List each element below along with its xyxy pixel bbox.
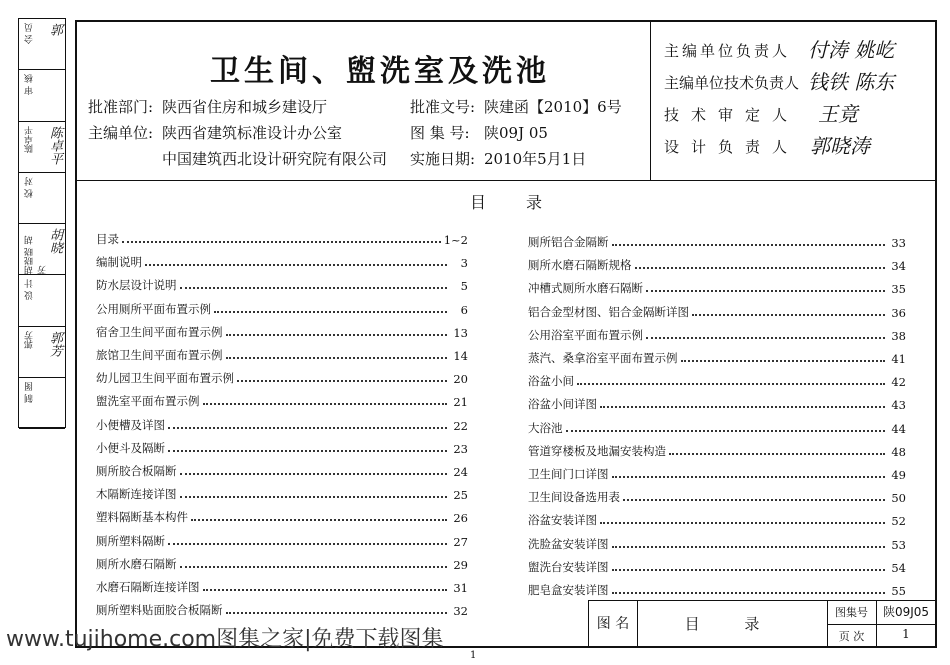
- toc-entry-page: 33: [891, 236, 906, 250]
- toc-entry[interactable]: [528, 278, 906, 296]
- toc-entry-page: 52: [891, 514, 906, 529]
- toc-entry-label: 浴盆安装详图: [528, 513, 597, 528]
- toc-entry[interactable]: [96, 484, 468, 502]
- toc-entry-label: 冲槽式厕所水磨石隔断: [528, 281, 643, 296]
- toc-entry-label: 管道穿楼板及地漏安装构造: [528, 443, 666, 458]
- editor-unit-2: 中国建筑西北设计研究院有限公司: [162, 150, 388, 168]
- toc-entry[interactable]: [528, 255, 906, 273]
- toc-entry-label: 卫生间门口详图: [528, 467, 609, 481]
- toc-entry[interactable]: [528, 557, 906, 575]
- drawing-name: 目 录: [684, 615, 780, 633]
- signature: 钱铁 陈东: [808, 70, 895, 94]
- toc-entry-page: 5: [460, 279, 468, 294]
- toc-entry-page: 22: [453, 418, 468, 433]
- toc-entry-page: 1~2: [443, 233, 468, 247]
- toc-entry-label: 小便槽及详图: [96, 417, 165, 432]
- toc-entry[interactable]: [96, 299, 468, 317]
- strip-row: [19, 70, 65, 121]
- toc-entry-page: 26: [453, 511, 468, 526]
- toc-entry-label: 厕所水磨石隔断: [96, 556, 177, 571]
- toc-leader-dots: [180, 473, 448, 475]
- toc-entry-page: 24: [453, 465, 468, 479]
- toc-entry-page: 41: [891, 352, 906, 366]
- toc-leader-dots: [226, 334, 448, 336]
- toc-entry[interactable]: [528, 232, 906, 250]
- toc-leader-dots: [681, 360, 886, 362]
- toc-entry-label: 目录: [96, 232, 119, 246]
- footer-page: 1: [470, 650, 477, 661]
- toc-entry-page: 36: [891, 305, 906, 320]
- toc-entry-label: 浴盆小间: [528, 374, 574, 389]
- toc-leader-dots: [612, 592, 886, 594]
- toc-leader-dots: [203, 589, 448, 591]
- toc-entry-label: 厕所水磨石隔断规格: [528, 258, 632, 273]
- atlas-no-label: 图 集 号:: [410, 124, 470, 142]
- title-block: [588, 600, 937, 648]
- toc-entry-label: 编制说明: [96, 255, 142, 270]
- strip-signature: 郭: [47, 23, 62, 36]
- page-title: 卫生间、盥洗室及洗池: [210, 54, 550, 89]
- toc-entry-page: 35: [891, 282, 906, 297]
- strip-signature: 陈卓平: [47, 125, 62, 165]
- toc-leader-dots: [145, 264, 447, 266]
- toc-entry-page: 20: [453, 372, 468, 387]
- strip-label: 审 核: [25, 74, 35, 96]
- approval-dept: 陕西省住房和城乡建设厅: [162, 98, 328, 116]
- toc-entry-page: 23: [453, 441, 468, 456]
- toc-entry[interactable]: [96, 391, 468, 409]
- atlas-no-label: 图集号: [835, 606, 868, 619]
- toc-entry-page: 31: [453, 581, 468, 595]
- toc-entry-label: 公用厕所平面布置示例: [96, 301, 211, 316]
- toc-entry[interactable]: [528, 487, 906, 505]
- toc-entry[interactable]: [96, 507, 468, 525]
- toc-entry-label: 厕所塑料贴面胶合板隔断: [96, 603, 223, 618]
- strip-signature: 胡晓: [47, 228, 62, 254]
- toc-entry-page: 13: [453, 325, 468, 340]
- toc-entry[interactable]: [96, 415, 468, 433]
- header-separator: [75, 180, 937, 181]
- toc-entry[interactable]: [96, 322, 468, 340]
- toc-entry[interactable]: [528, 580, 906, 598]
- signature: 付涛 姚屹: [808, 38, 895, 62]
- toc-entry-page: 21: [453, 395, 468, 410]
- toc-entry[interactable]: [96, 461, 468, 479]
- toc-entry[interactable]: [528, 348, 906, 366]
- toc-leader-dots: [646, 290, 885, 292]
- toc-entry-label: 盥洗台安装详图: [528, 559, 609, 574]
- toc-leader-dots: [612, 476, 886, 478]
- signature-strip: [18, 18, 66, 428]
- toc-entry-page: 44: [891, 421, 906, 436]
- toc-entry-page: 55: [891, 584, 906, 598]
- toc-entry-page: 27: [453, 534, 468, 549]
- toc-entry[interactable]: [96, 345, 468, 363]
- toc-entry-label: 铝合金型材图、铝合金隔断详图: [528, 304, 689, 319]
- strip-label: 校 对: [25, 176, 35, 198]
- toc-entry[interactable]: [528, 325, 906, 343]
- toc-leader-dots: [226, 357, 448, 359]
- strip-label: 陈卓平: [25, 125, 35, 153]
- toc-title: 目录: [470, 193, 583, 212]
- toc-entry[interactable]: [528, 418, 906, 436]
- toc-entry-label: 公用浴室平面布置示例: [528, 327, 643, 342]
- strip-label: 设 计: [25, 279, 35, 301]
- toc-leader-dots: [600, 522, 885, 524]
- toc-entry-page: 32: [453, 604, 468, 619]
- toc-entry-label: 厕所塑料隔断: [96, 533, 165, 548]
- toc-leader-dots: [168, 427, 447, 429]
- page-number: 1: [902, 627, 910, 641]
- toc-entry-page: 25: [453, 488, 468, 503]
- toc-leader-dots: [646, 337, 885, 339]
- strip-row: [19, 224, 65, 275]
- toc-entry[interactable]: [96, 275, 468, 293]
- toc-leader-dots: [566, 430, 886, 432]
- toc-leader-dots: [669, 453, 885, 455]
- toc-entry-label: 浴盆小间详图: [528, 397, 597, 412]
- toc-leader-dots: [203, 403, 448, 405]
- toc-entry-page: 49: [891, 468, 906, 482]
- toc-entry-page: 53: [891, 537, 906, 552]
- atlas-no: 陕09J05: [882, 605, 930, 619]
- resp-role-4: 设计负责人: [664, 138, 800, 156]
- toc-entry-label: 防水层设计说明: [96, 278, 177, 293]
- strip-row: [19, 275, 65, 326]
- toc-entry[interactable]: [96, 577, 468, 595]
- editor-label: 主编单位:: [88, 124, 154, 142]
- toc-entry[interactable]: [528, 510, 906, 528]
- toc-leader-dots: [237, 380, 447, 382]
- impl-date: 2010年5月1日: [484, 150, 587, 168]
- header-divider: [650, 20, 651, 180]
- approval-dept-label: 批准部门:: [88, 98, 154, 116]
- toc-entry-label: 盥洗室平面布置示例: [96, 394, 200, 409]
- strip-row: [19, 19, 65, 70]
- toc-leader-dots: [168, 450, 447, 452]
- page-label: 页 次: [838, 630, 865, 643]
- toc-entry-page: 29: [453, 557, 468, 572]
- toc-leader-dots: [612, 546, 886, 548]
- drawing-name-label: 图 名: [596, 616, 630, 632]
- toc-entry-page: 54: [891, 560, 906, 575]
- toc-entry-label: 塑料隔断基本构件: [96, 510, 188, 525]
- toc-leader-dots: [623, 499, 885, 501]
- toc-entry[interactable]: [96, 438, 468, 456]
- approval-no: 陕建函【2010】6号: [484, 98, 622, 116]
- toc-leader-dots: [122, 241, 441, 243]
- toc-leader-dots: [692, 314, 885, 316]
- strip-label: 郭芳: [25, 330, 35, 349]
- toc-entry[interactable]: [96, 229, 468, 247]
- toc-entry-label: 宿舍卫生间平面布置示例: [96, 324, 223, 339]
- strip-signature: 郭芳: [47, 330, 62, 357]
- toc-entry-page: 38: [891, 328, 906, 343]
- strip-row: [19, 378, 65, 429]
- toc-entry[interactable]: [96, 554, 468, 572]
- watermark: www.tujihome.com图集之家|免费下载图集: [6, 627, 444, 652]
- signature: 王竟: [818, 102, 858, 126]
- toc-entry[interactable]: [528, 394, 906, 412]
- toc-entry[interactable]: [96, 531, 468, 549]
- toc-leader-dots: [635, 267, 886, 269]
- toc-leader-dots: [612, 569, 886, 571]
- toc-leader-dots: [180, 496, 448, 498]
- toc-entry[interactable]: [96, 368, 468, 386]
- atlas-no: 陕09J 05: [484, 124, 548, 142]
- toc-entry-label: 肥皂盒安装详图: [528, 583, 609, 597]
- toc-entry-page: 50: [891, 491, 906, 506]
- editor-unit: 陕西省建筑标准设计办公室: [162, 124, 343, 142]
- toc-entry-label: 蒸汽、桑拿浴室平面布置示例: [528, 351, 678, 365]
- toc-leader-dots: [168, 543, 447, 545]
- toc-leader-dots: [226, 612, 448, 614]
- resp-role-1: 主编单位负责人: [664, 42, 791, 60]
- toc-leader-dots: [612, 244, 886, 246]
- toc-entry-page: 6: [460, 302, 468, 317]
- toc-entry-label: 洗脸盆安装详图: [528, 536, 609, 551]
- toc-entry-page: 48: [891, 444, 906, 459]
- toc-leader-dots: [180, 566, 448, 568]
- toc-entry-page: 14: [453, 349, 468, 363]
- toc-entry[interactable]: [96, 252, 468, 270]
- strip-row: [19, 327, 65, 378]
- toc-entry-label: 厕所铝合金隔断: [528, 235, 609, 249]
- toc-entry[interactable]: [528, 371, 906, 389]
- strip-label: 制 图: [25, 381, 35, 403]
- toc-entry[interactable]: [528, 441, 906, 459]
- toc-entry-label: 厕所胶合板隔断: [96, 464, 177, 478]
- toc-entry[interactable]: [528, 302, 906, 320]
- toc-entry-label: 卫生间设备选用表: [528, 490, 620, 505]
- toc-entry[interactable]: [528, 464, 906, 482]
- approval-no-label: 批准文号:: [410, 98, 476, 116]
- impl-date-label: 实施日期:: [410, 150, 476, 168]
- signature: 郭晓涛: [810, 134, 870, 158]
- toc-entry[interactable]: [96, 600, 468, 618]
- toc-leader-dots: [577, 383, 885, 385]
- toc-entry-label: 木隔断连接详图: [96, 487, 177, 502]
- toc-entry-page: 34: [891, 259, 906, 274]
- toc-leader-dots: [214, 311, 447, 313]
- resp-role-3: 技术审定人: [664, 106, 800, 124]
- toc-entry-label: 幼儿园卫生间平面布置示例: [96, 371, 234, 386]
- toc-leader-dots: [180, 287, 448, 289]
- strip-label: 会 员: [25, 23, 35, 44]
- toc-entry-label: 小便斗及隔断: [96, 440, 165, 455]
- strip-row: [19, 122, 65, 173]
- resp-role-2: 主编单位技术负责人: [664, 74, 800, 92]
- toc-entry-page: 3: [460, 256, 468, 271]
- toc-entry-label: 大浴池: [528, 420, 563, 435]
- strip-label: 胡晓晓 胡芳: [25, 235, 48, 275]
- toc-entry-page: 42: [891, 375, 906, 390]
- strip-row: [19, 173, 65, 224]
- toc-entry[interactable]: [528, 534, 906, 552]
- toc-leader-dots: [191, 519, 447, 521]
- toc-entry-page: 43: [891, 398, 906, 413]
- toc-leader-dots: [600, 406, 885, 408]
- toc-entry-label: 水磨石隔断连接详图: [96, 580, 200, 594]
- toc-entry-label: 旅馆卫生间平面布置示例: [96, 348, 223, 362]
